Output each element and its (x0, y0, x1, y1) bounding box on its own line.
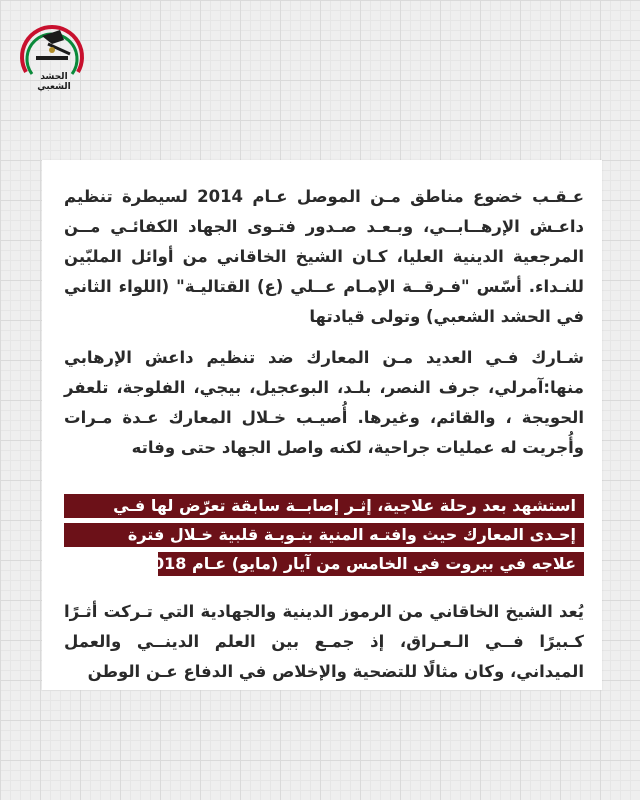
paragraph-4: يُعد الشيخ الخاقاني من الرموز الدينية والجهادية التي تـركت أثـرًا كـبيرًا فــي الـعـراق، إذ جمـع بين العلم الدينــي والعمل الميداني، وكان مثالًا للتضحية والإخلاص في الدفاع عـن الوطن (64, 602, 584, 681)
content-card (42, 160, 602, 690)
paragraph-1: عـقـب خضوع مناطق مـن الموصل عـام 2014 لسيطرة تنظيم داعـش الإرهــابــي، وبـعـد صـدور فتـوى الجهاد الكفائـي مــن المرجعية الدينية العليا، كـان الشيخ الخاقاني من أوائل الملبّين للنـداء. أسّس "فـرقــة الإمـام عــلي (ع) القتاليـة" (اللواء الثاني في الحشد الشعبي) وتولى قيادتها (64, 187, 584, 326)
logo-caption: الحشد الشعبي (37, 72, 71, 92)
paragraph-2: شـارك فـي العديد مـن المعارك ضد تنظيم داعش الإرهابي منها:آمرلي، جرف النصر، بلـد، البوعجيل، بيجي، الفلوجة، تلعفر الحويجة ، والقائم، وغيرها. أُصيـب خـلال المعارك عـدة مـرات وأُجريت له عمليات جراحية، لكنه واصل الجهاد حتى وفاته (64, 348, 584, 457)
highlight-line-3: علاجه في بيروت في الخامس من آيار (مايو) عـام 2018 (158, 552, 584, 576)
highlighted-paragraph (64, 494, 584, 578)
highlight-line-1: استشهد بعد رحلة علاجية، إثـر إصابــة سابقة تعرّض لها فـي (64, 494, 584, 518)
highlight-line-2: إحـدى المعارك حيث وافتـه المنية بنـوبـة قلبية خـلال فترة (64, 523, 584, 547)
